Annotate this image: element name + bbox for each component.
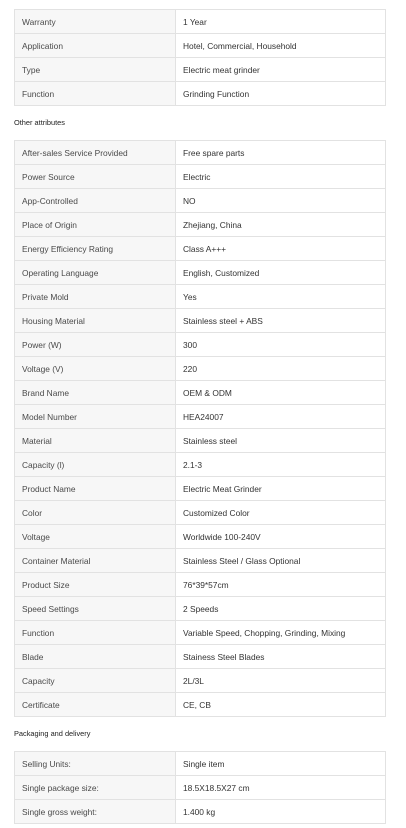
attribute-label: Selling Units: xyxy=(15,752,176,776)
attribute-value: Stainless steel + ABS xyxy=(176,309,386,333)
attribute-row xyxy=(15,669,386,693)
attribute-label: Certificate xyxy=(15,693,176,717)
attribute-value: Class A+++ xyxy=(176,237,386,261)
attribute-value: Stainess Steel Blades xyxy=(176,645,386,669)
attribute-row xyxy=(15,429,386,453)
attribute-row xyxy=(15,333,386,357)
attribute-label: Speed Settings xyxy=(15,597,176,621)
attribute-row xyxy=(15,405,386,429)
attribute-row xyxy=(15,381,386,405)
attribute-label: Product Size xyxy=(15,573,176,597)
attribute-row xyxy=(15,621,386,645)
attribute-label: Operating Language xyxy=(15,261,176,285)
attribute-label: Material xyxy=(15,429,176,453)
attribute-row xyxy=(15,357,386,381)
attribute-value: Hotel, Commercial, Household xyxy=(176,34,386,58)
attribute-row xyxy=(15,237,386,261)
attribute-label: Power Source xyxy=(15,165,176,189)
attribute-value: Variable Speed, Chopping, Grinding, Mixing xyxy=(176,621,386,645)
attribute-row xyxy=(15,213,386,237)
attribute-value: Customized Color xyxy=(176,501,386,525)
attribute-label: Function xyxy=(15,621,176,645)
attribute-label: Application xyxy=(15,34,176,58)
attribute-value: Zhejiang, China xyxy=(176,213,386,237)
attribute-value: Stainless steel xyxy=(176,429,386,453)
attribute-label: Product Name xyxy=(15,477,176,501)
attribute-row xyxy=(15,34,386,58)
packaging-table xyxy=(14,751,386,824)
attribute-row xyxy=(15,501,386,525)
attribute-value: 220 xyxy=(176,357,386,381)
attribute-label: Warranty xyxy=(15,10,176,34)
attribute-label: Energy Efficiency Rating xyxy=(15,237,176,261)
attribute-row xyxy=(15,285,386,309)
other-attributes-table xyxy=(14,140,386,717)
attribute-value: English, Customized xyxy=(176,261,386,285)
attribute-value: Single item xyxy=(176,752,386,776)
attribute-value: 1 Year xyxy=(176,10,386,34)
attribute-row xyxy=(15,573,386,597)
attribute-row xyxy=(15,189,386,213)
attribute-row xyxy=(15,645,386,669)
attribute-row xyxy=(15,141,386,165)
packaging-delivery-title: Packaging and delivery xyxy=(14,729,91,738)
attribute-row xyxy=(15,58,386,82)
attribute-row xyxy=(15,800,386,824)
attribute-label: Voltage xyxy=(15,525,176,549)
attribute-label: Type xyxy=(15,58,176,82)
attribute-value: CE, CB xyxy=(176,693,386,717)
attribute-value: Electric Meat Grinder xyxy=(176,477,386,501)
key-attributes-table xyxy=(14,9,386,106)
attribute-row xyxy=(15,549,386,573)
attribute-value: Yes xyxy=(176,285,386,309)
attribute-label: Color xyxy=(15,501,176,525)
packaging-body xyxy=(15,752,386,824)
attribute-label: Place of Origin xyxy=(15,213,176,237)
attribute-value: 2 Speeds xyxy=(176,597,386,621)
attribute-row xyxy=(15,477,386,501)
attribute-value: Stainless Steel / Glass Optional xyxy=(176,549,386,573)
attribute-label: Single package size: xyxy=(15,776,176,800)
attribute-row xyxy=(15,693,386,717)
attribute-value: 2L/3L xyxy=(176,669,386,693)
attribute-label: After-sales Service Provided xyxy=(15,141,176,165)
attribute-row xyxy=(15,165,386,189)
attribute-label: Housing Material xyxy=(15,309,176,333)
attribute-row xyxy=(15,776,386,800)
attribute-row xyxy=(15,597,386,621)
attribute-row xyxy=(15,261,386,285)
attribute-value: 1.400 kg xyxy=(176,800,386,824)
attribute-label: Private Mold xyxy=(15,285,176,309)
attribute-row xyxy=(15,82,386,106)
attribute-label: Blade xyxy=(15,645,176,669)
attribute-label: Function xyxy=(15,82,176,106)
attribute-value: 76*39*57cm xyxy=(176,573,386,597)
attribute-value: Grinding Function xyxy=(176,82,386,106)
attribute-row xyxy=(15,752,386,776)
attribute-label: Model Number xyxy=(15,405,176,429)
attribute-value: NO xyxy=(176,189,386,213)
attribute-value: Worldwide 100-240V xyxy=(176,525,386,549)
attribute-label: Container Material xyxy=(15,549,176,573)
attribute-label: Power (W) xyxy=(15,333,176,357)
attribute-value: 2.1-3 xyxy=(176,453,386,477)
attribute-value: Electric meat grinder xyxy=(176,58,386,82)
attribute-label: Brand Name xyxy=(15,381,176,405)
attribute-value: HEA24007 xyxy=(176,405,386,429)
attribute-row xyxy=(15,525,386,549)
attribute-label: App-Controlled xyxy=(15,189,176,213)
attribute-row xyxy=(15,10,386,34)
attribute-value: Free spare parts xyxy=(176,141,386,165)
attribute-row xyxy=(15,453,386,477)
attribute-label: Voltage (V) xyxy=(15,357,176,381)
attribute-value: Electric xyxy=(176,165,386,189)
attribute-label: Single gross weight: xyxy=(15,800,176,824)
attribute-value: OEM & ODM xyxy=(176,381,386,405)
attribute-row xyxy=(15,309,386,333)
other-attributes-title: Other attributes xyxy=(14,118,65,127)
attribute-value: 300 xyxy=(176,333,386,357)
attribute-label: Capacity xyxy=(15,669,176,693)
key-attributes-body xyxy=(15,10,386,106)
other-attributes-body xyxy=(15,141,386,717)
attribute-label: Capacity (l) xyxy=(15,453,176,477)
attribute-value: 18.5X18.5X27 cm xyxy=(176,776,386,800)
